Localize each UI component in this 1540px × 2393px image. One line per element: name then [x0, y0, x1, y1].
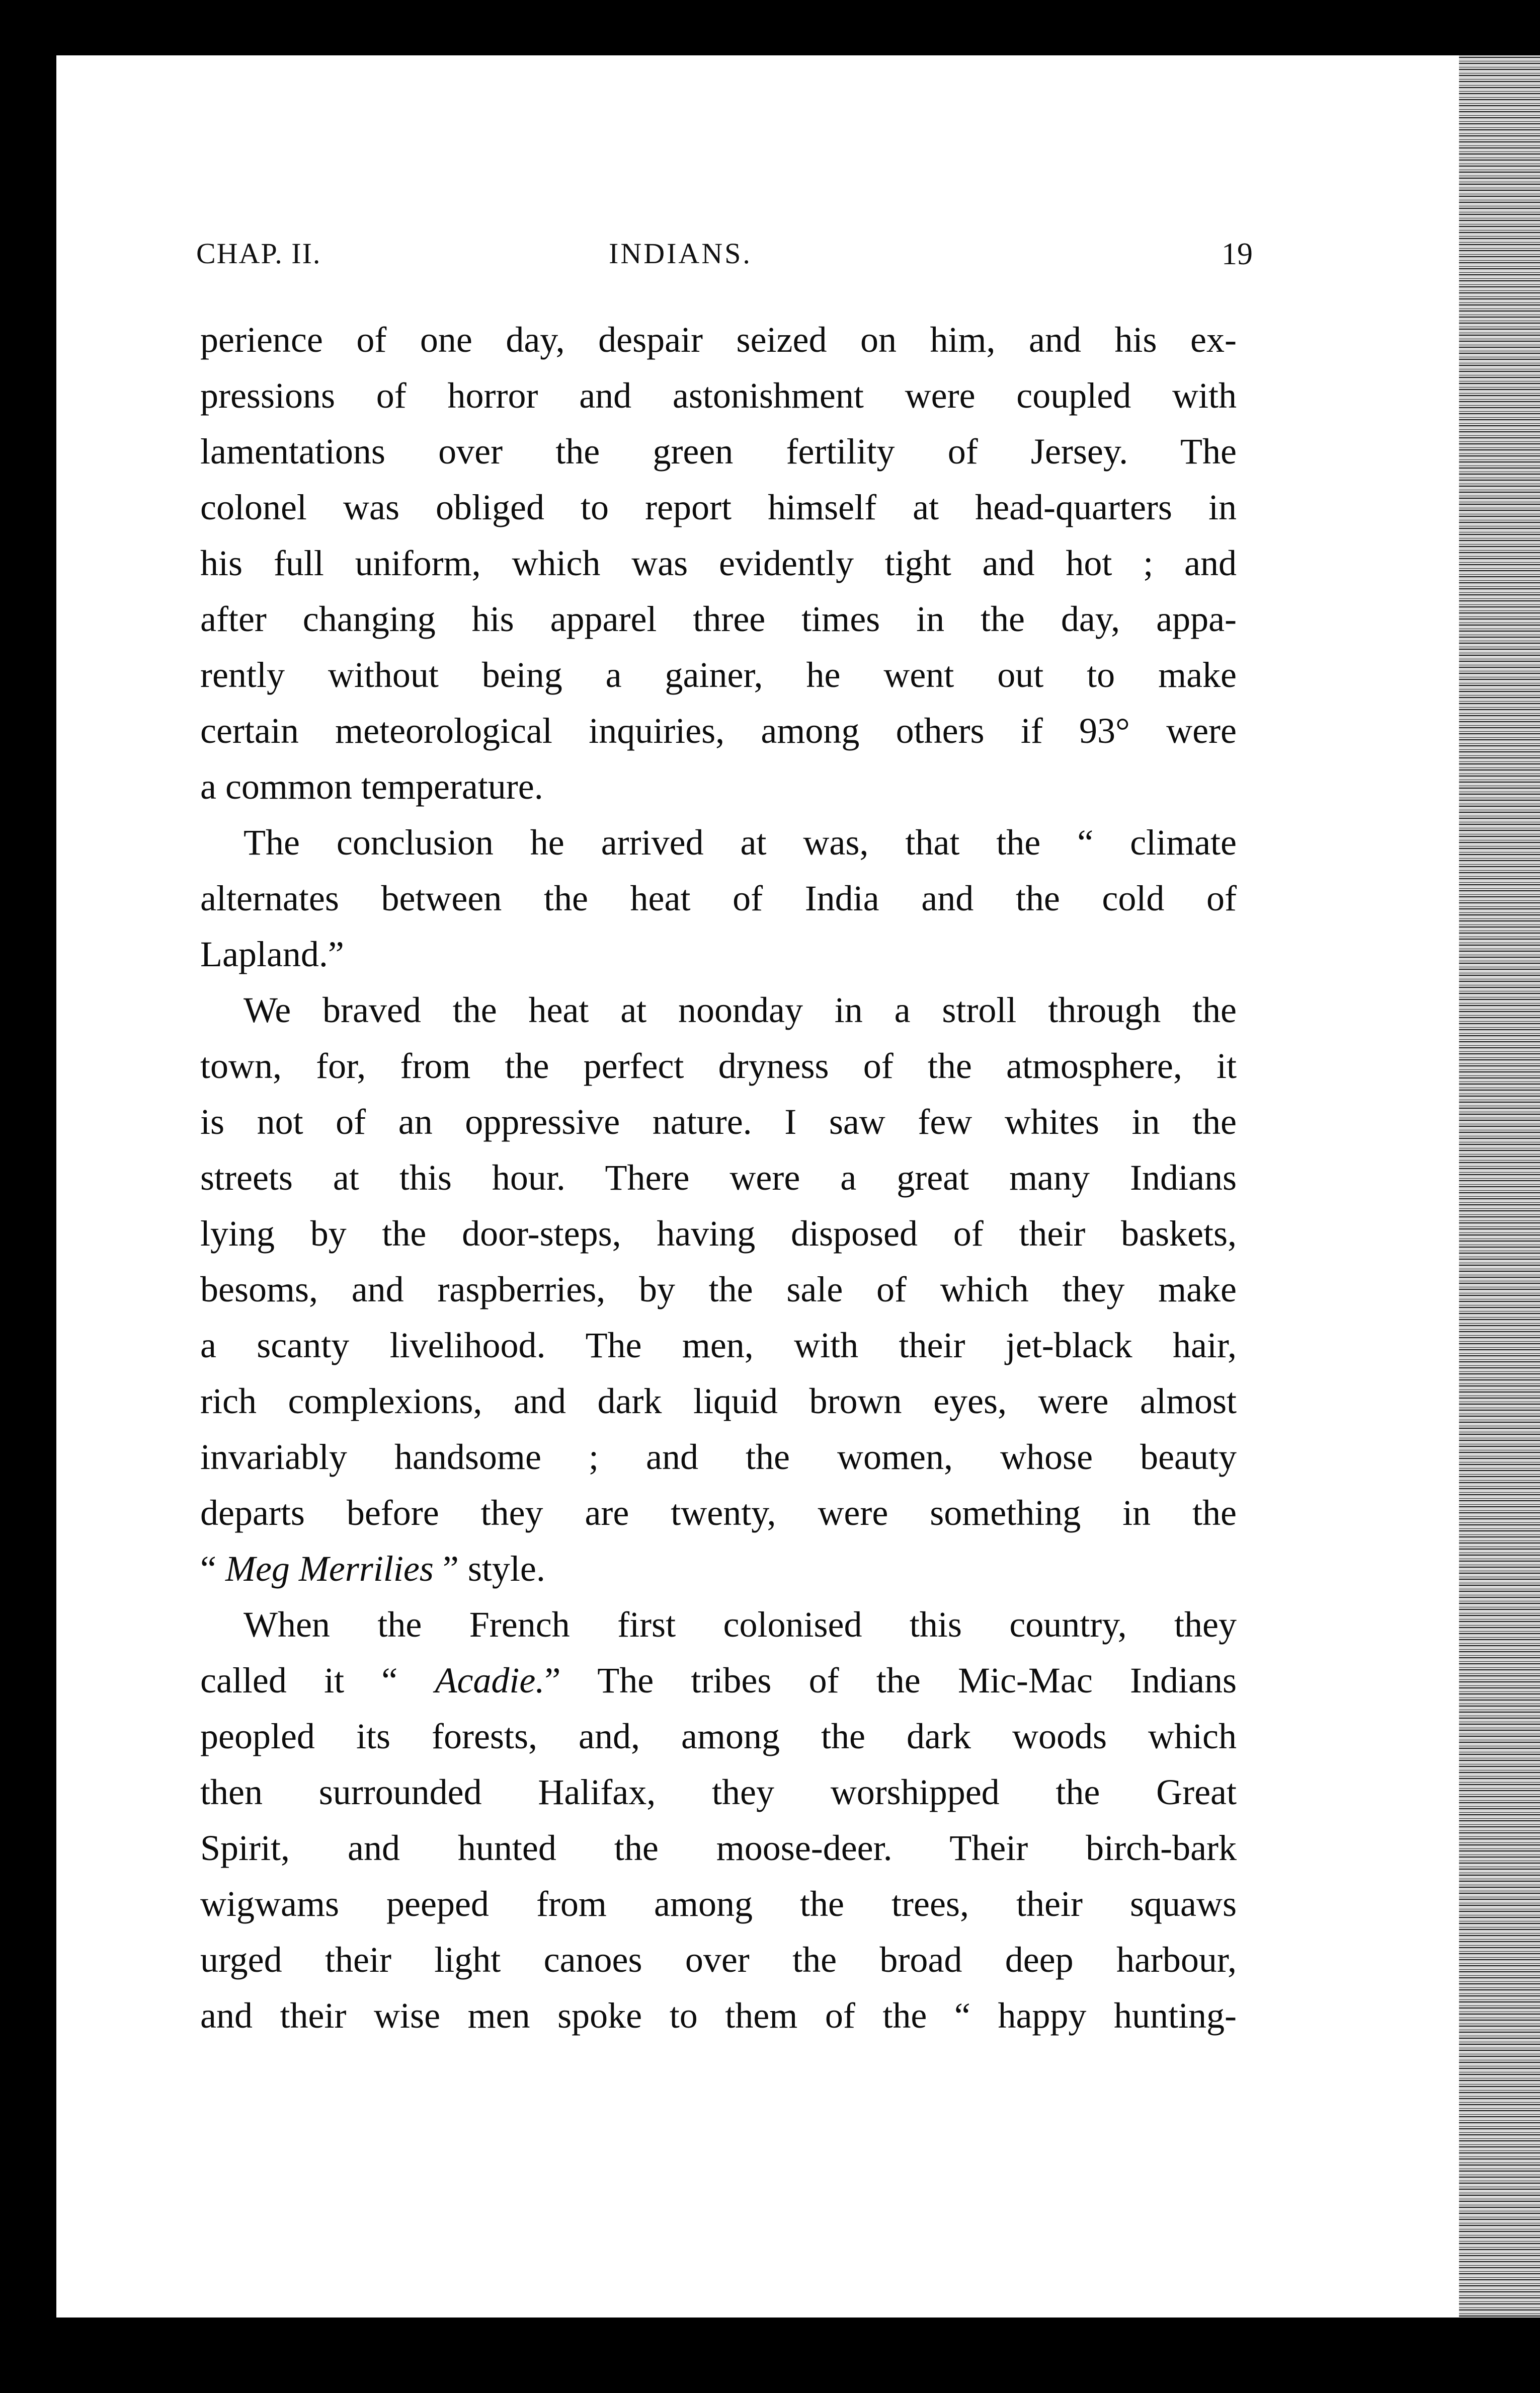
- text-line: pressions of horror and astonishment were coupled with: [200, 375, 1237, 416]
- text-line: alternates between the heat of India and the cold of: [200, 878, 1237, 918]
- italic-title: Meg Merrilies: [225, 1549, 434, 1589]
- text-line: lamentations over the green fertility of Jersey. The: [200, 431, 1237, 472]
- text-line: colonel was obliged to report himself at head-quarters in: [200, 487, 1237, 527]
- paragraph-2: [200, 815, 1237, 982]
- text-line: We braved the heat at noonday in a stroll through the: [244, 990, 1237, 1030]
- text-line-meg-merrilies: [200, 1541, 1237, 1597]
- text-line: after changing his apparel three times in the day, appa-: [200, 599, 1237, 639]
- text-line: a common temperature.: [200, 766, 543, 807]
- italic-place-name: Acadie.: [435, 1660, 545, 1701]
- text-line: certain meteorological inquiries, among others if 93° were: [200, 711, 1237, 751]
- paragraph-1: [200, 312, 1237, 815]
- text-line: The conclusion he arrived at was, that the “ climate: [244, 822, 1237, 863]
- text-line: rently without being a gainer, he went out to make: [200, 655, 1237, 695]
- chapter-title: INDIANS.: [609, 237, 752, 270]
- text-line: peopled its forests, and, among the dark woods which: [200, 1716, 1237, 1756]
- quote-open: “: [200, 1549, 225, 1589]
- text-line-acadie: [200, 1653, 1237, 1709]
- text-line: rich complexions, and dark liquid brown eyes, were almost: [200, 1381, 1237, 1421]
- page-number: 19: [1222, 237, 1253, 271]
- chapter-label: CHAP. II.: [196, 237, 321, 270]
- quote-close: ” style.: [433, 1549, 545, 1589]
- text-line: departs before they are twenty, were something in the: [200, 1493, 1237, 1533]
- text-line: When the French first colonised this country, they: [244, 1604, 1237, 1645]
- scan-bottom-border: [56, 2318, 1475, 2324]
- text-line: town, for, from the perfect dryness of the atmosphere, it: [200, 1046, 1237, 1086]
- text-line: then surrounded Halifax, they worshipped the Great: [200, 1772, 1237, 1812]
- page-edge-shadow: [1459, 55, 1540, 2318]
- text-line: Spirit, and hunted the moose-deer. Their birch-bark: [200, 1828, 1237, 1868]
- text-line: a scanty livelihood. The men, with their jet-black hair,: [200, 1325, 1237, 1365]
- text-line: besoms, and raspberries, by the sale of which they make: [200, 1269, 1237, 1309]
- text-segment: called it “: [200, 1660, 435, 1701]
- body-text: [200, 312, 1237, 2044]
- text-segment: ” The tribes of the Mic-Mac Indians: [544, 1660, 1237, 1701]
- text-line: invariably handsome ; and the women, whose beauty: [200, 1437, 1237, 1477]
- paragraph-3: [200, 982, 1237, 1597]
- scan-top-border: [855, 48, 1469, 55]
- text-line: is not of an oppressive nature. I saw few whites in the: [200, 1102, 1237, 1142]
- text-line: streets at this hour. There were a great many Indians: [200, 1157, 1237, 1198]
- text-line: perience of one day, despair seized on him, and his ex-: [200, 320, 1237, 360]
- text-line: and their wise men spoke to them of the “ happy hunting-: [200, 1995, 1237, 2036]
- paragraph-4: [200, 1597, 1237, 2044]
- text-line: wigwams peeped from among the trees, their squaws: [200, 1884, 1237, 1924]
- running-head: [196, 237, 1253, 292]
- text-line: urged their light canoes over the broad deep harbour,: [200, 1940, 1237, 1980]
- text-line: Lapland.”: [200, 934, 344, 974]
- scan-left-border: [0, 0, 56, 2393]
- text-line: lying by the door-steps, having disposed of their baskets,: [200, 1213, 1237, 1254]
- text-line: his full uniform, which was evidently tight and hot ; and: [200, 543, 1237, 583]
